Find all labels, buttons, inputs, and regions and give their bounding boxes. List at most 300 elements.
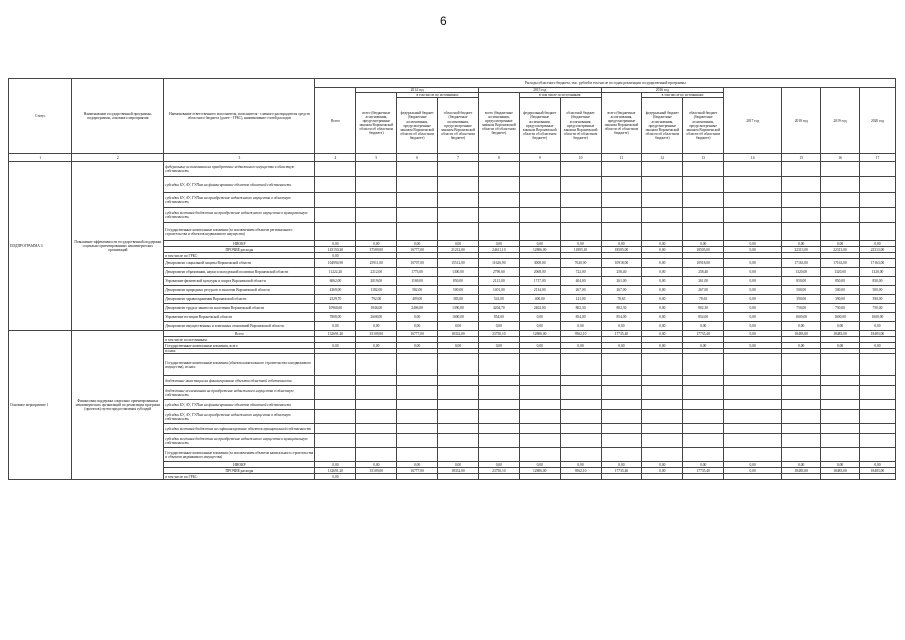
value-cell bbox=[601, 208, 642, 223]
value-cell bbox=[356, 424, 397, 434]
value-cell bbox=[397, 424, 438, 434]
value-cell bbox=[859, 410, 895, 424]
row-label: ПРОЧИЕ расходы bbox=[164, 247, 315, 253]
column-index: 2 bbox=[72, 154, 164, 162]
value-cell: 1600,00 bbox=[438, 313, 479, 322]
value-cell: 0,00 bbox=[821, 462, 860, 468]
row-label: Государственные капитальные вложения, всего bbox=[164, 343, 315, 349]
value-cell bbox=[560, 474, 601, 480]
value-cell: 22313,00 bbox=[782, 247, 821, 253]
value-cell: 7620,90 bbox=[560, 259, 601, 268]
value-cell: 500,00 bbox=[821, 286, 860, 295]
value-cell bbox=[356, 386, 397, 400]
value-cell: 18483,00 bbox=[821, 331, 860, 337]
value-cell: 22313,00 bbox=[821, 247, 860, 253]
value-cell: 850,00 bbox=[782, 277, 821, 286]
header-2018: 2018 год bbox=[782, 88, 821, 154]
row-label: в том числе по источникам: bbox=[164, 337, 315, 343]
value-cell: 17163,00 bbox=[782, 259, 821, 268]
value-cell bbox=[859, 193, 895, 208]
value-cell: 0,00 bbox=[438, 462, 479, 468]
value-cell: 18332,00 bbox=[438, 331, 479, 337]
value-cell bbox=[859, 208, 895, 223]
value-cell: 0,00 bbox=[782, 322, 821, 331]
value-cell bbox=[560, 193, 601, 208]
value-cell bbox=[560, 376, 601, 386]
value-cell bbox=[859, 474, 895, 480]
value-cell: 0,00 bbox=[315, 474, 356, 480]
value-cell: 0,00 bbox=[724, 268, 782, 277]
value-cell bbox=[315, 354, 356, 376]
value-cell: 261,00 bbox=[601, 277, 642, 286]
column-index: 7 bbox=[438, 154, 479, 162]
header-2020: 2020 год bbox=[859, 88, 895, 154]
value-cell: 1182,00 bbox=[356, 286, 397, 295]
value-cell: 383,00 bbox=[438, 295, 479, 304]
value-cell bbox=[724, 376, 782, 386]
value-cell bbox=[601, 424, 642, 434]
value-cell: 18483,00 bbox=[782, 331, 821, 337]
value-cell bbox=[782, 400, 821, 410]
column-index: 10 bbox=[560, 154, 601, 162]
value-cell: 0,00 bbox=[724, 343, 782, 349]
value-cell bbox=[397, 410, 438, 424]
value-cell bbox=[356, 177, 397, 193]
value-cell bbox=[859, 400, 895, 410]
value-cell bbox=[356, 354, 397, 376]
value-cell: 18483,00 bbox=[859, 331, 895, 337]
value-cell bbox=[683, 386, 724, 400]
header-2015-federal: федеральный бюджет (бюджетные ассигнования, предусмотренные законом Воронежской области об областном бюджете) bbox=[519, 98, 560, 154]
value-cell bbox=[356, 376, 397, 386]
value-cell: 23750,10 bbox=[478, 468, 519, 474]
value-cell bbox=[519, 448, 560, 462]
value-cell: 0,00 bbox=[642, 322, 683, 331]
value-cell: 0,00 bbox=[724, 286, 782, 295]
value-cell: 500,00 bbox=[782, 286, 821, 295]
value-cell: 18505,00 bbox=[601, 247, 642, 253]
value-cell: 0,00 bbox=[478, 322, 519, 331]
value-cell: 0,00 bbox=[642, 313, 683, 322]
value-cell bbox=[782, 193, 821, 208]
value-cell bbox=[724, 474, 782, 480]
value-cell: 854,00 bbox=[683, 313, 724, 322]
value-cell: 0,00 bbox=[560, 322, 601, 331]
row-label: субсидии БУ, АУ, ГУПам на финансирование объектов областной собственности bbox=[164, 400, 315, 410]
value-cell bbox=[642, 223, 683, 241]
value-cell bbox=[782, 386, 821, 400]
value-cell bbox=[315, 162, 356, 177]
row-label: субсидии местным бюджетам на приобретение недвижимого имущества в муниципальную собственность bbox=[164, 208, 315, 223]
value-cell: 390,00 bbox=[821, 295, 860, 304]
value-cell: 0,00 bbox=[397, 462, 438, 468]
value-cell bbox=[642, 354, 683, 376]
value-cell: 11805,10 bbox=[560, 247, 601, 253]
value-cell: 0,00 bbox=[724, 295, 782, 304]
row-label: Государственные капитальные вложения (за исключением объектов капитального строительства и объектов недвижимого имущества) bbox=[164, 448, 315, 462]
value-cell: 0,00 bbox=[519, 462, 560, 468]
value-cell: 0,00 bbox=[683, 462, 724, 468]
value-cell bbox=[642, 208, 683, 223]
value-cell bbox=[683, 400, 724, 410]
value-cell: 0,00 bbox=[601, 343, 642, 349]
value-cell bbox=[601, 223, 642, 241]
value-cell bbox=[519, 193, 560, 208]
value-cell bbox=[397, 223, 438, 241]
value-cell: 0,00 bbox=[601, 322, 642, 331]
value-cell: 1600,00 bbox=[782, 313, 821, 322]
row-label: бюджетные ассигнования на приобретение недвижимого имущества в областную собственность bbox=[164, 386, 315, 400]
value-cell bbox=[438, 400, 479, 410]
value-cell: 850,00 bbox=[859, 277, 895, 286]
value-cell bbox=[356, 208, 397, 223]
column-index-row bbox=[9, 154, 896, 162]
value-cell bbox=[438, 434, 479, 448]
value-cell: 2402,00 bbox=[519, 304, 560, 313]
row-label: Департамент природных ресурсов и экологии Воронежской области bbox=[164, 286, 315, 295]
value-cell bbox=[315, 410, 356, 424]
value-cell: 0,00 bbox=[724, 241, 782, 247]
header-2014-total: всего (бюджетные ассигнования, предусмотренные законом Воронежской области об областном бюджете) bbox=[356, 93, 397, 154]
value-cell bbox=[519, 177, 560, 193]
header-2015-total: всего (бюджетные ассигнования, предусмотренные законом Воронежской области об областном бюджете) bbox=[478, 93, 519, 154]
header-executor: Наименование ответственного исполнителя, исполнителя - главного распорядителя средств областного бюджета (далее - ГРБС), наименование статей расходов bbox=[164, 79, 315, 154]
value-cell bbox=[560, 386, 601, 400]
column-index: 9 bbox=[519, 154, 560, 162]
value-cell: 16777,00 bbox=[397, 247, 438, 253]
value-cell bbox=[821, 410, 860, 424]
value-cell: 0,00 bbox=[642, 462, 683, 468]
row-label: в том числе по ГРБС: bbox=[164, 253, 315, 259]
value-cell bbox=[519, 386, 560, 400]
value-cell: 0,00 bbox=[315, 343, 356, 349]
value-cell bbox=[478, 193, 519, 208]
value-cell bbox=[859, 386, 895, 400]
column-index: 3 bbox=[164, 154, 315, 162]
value-cell: 1320,00 bbox=[859, 268, 895, 277]
row-label: Государственные капитальные вложения (объекты капитального строительства и недвижимого имущества), из них: bbox=[164, 354, 315, 376]
value-cell bbox=[356, 448, 397, 462]
value-cell: 0,00 bbox=[356, 241, 397, 247]
value-cell bbox=[397, 354, 438, 376]
value-cell bbox=[560, 177, 601, 193]
value-cell: 1320,00 bbox=[821, 268, 860, 277]
value-cell bbox=[601, 434, 642, 448]
value-cell bbox=[560, 434, 601, 448]
value-cell bbox=[315, 193, 356, 208]
value-cell bbox=[478, 474, 519, 480]
value-cell bbox=[782, 177, 821, 193]
value-cell bbox=[601, 448, 642, 462]
value-cell: 0,00 bbox=[724, 313, 782, 322]
value-cell: 1773,00 bbox=[397, 268, 438, 277]
row-label: Департамент труда и занятости населения Воронежской области bbox=[164, 304, 315, 313]
value-cell bbox=[642, 410, 683, 424]
value-cell bbox=[438, 410, 479, 424]
value-cell bbox=[821, 162, 860, 177]
value-cell: 0,00 bbox=[519, 343, 560, 349]
value-cell bbox=[560, 208, 601, 223]
value-cell bbox=[821, 177, 860, 193]
value-cell bbox=[478, 410, 519, 424]
value-cell bbox=[560, 223, 601, 241]
value-cell bbox=[642, 448, 683, 462]
value-cell: 500,00 bbox=[859, 286, 895, 295]
value-cell: 802,30 bbox=[683, 304, 724, 313]
row-label: Департамент социальной защиты Воронежской области bbox=[164, 259, 315, 268]
value-cell: 2608,00 bbox=[356, 313, 397, 322]
value-cell bbox=[821, 386, 860, 400]
header-program: Наименование государственной программы, подпрограммы, основного мероприятия bbox=[72, 79, 164, 154]
value-cell bbox=[315, 376, 356, 386]
value-cell bbox=[782, 448, 821, 462]
value-cell bbox=[438, 208, 479, 223]
value-cell: 0,00 bbox=[642, 331, 683, 337]
value-cell bbox=[821, 424, 860, 434]
row-label: субсидии местным бюджетам на приобретение недвижимого имущества в муниципальную собственность bbox=[164, 434, 315, 448]
value-cell bbox=[438, 354, 479, 376]
value-cell bbox=[397, 193, 438, 208]
value-cell bbox=[683, 448, 724, 462]
value-cell: 850,00 bbox=[438, 277, 479, 286]
value-cell bbox=[601, 386, 642, 400]
value-cell bbox=[560, 162, 601, 177]
value-cell: 750,00 bbox=[821, 304, 860, 313]
value-cell bbox=[782, 434, 821, 448]
header-2019: 2019 год bbox=[821, 88, 860, 154]
value-cell: 25911,00 bbox=[356, 259, 397, 268]
value-cell bbox=[478, 376, 519, 386]
value-cell bbox=[519, 208, 560, 223]
column-index: 4 bbox=[315, 154, 356, 162]
value-cell: 0,00 bbox=[683, 241, 724, 247]
value-cell bbox=[642, 424, 683, 434]
value-cell: 21212,00 bbox=[438, 247, 479, 253]
value-cell: 0,00 bbox=[315, 241, 356, 247]
value-cell bbox=[859, 354, 895, 376]
value-cell: 10918,00 bbox=[683, 259, 724, 268]
value-cell bbox=[478, 400, 519, 410]
value-cell: 0,00 bbox=[683, 322, 724, 331]
value-cell bbox=[601, 474, 642, 480]
status-cell: ПОДПРОГРАММА 3 bbox=[9, 162, 72, 331]
column-index: 12 bbox=[642, 154, 683, 162]
value-cell: 145150,20 bbox=[315, 247, 356, 253]
value-cell bbox=[438, 177, 479, 193]
value-cell: 267,00 bbox=[683, 286, 724, 295]
header-2017: 2017 год bbox=[724, 88, 782, 154]
row-label: бюджетные инвестиции на финансирование объектов областной собственности bbox=[164, 376, 315, 386]
value-cell: 37509,00 bbox=[356, 247, 397, 253]
value-cell bbox=[782, 354, 821, 376]
value-cell: 0,00 bbox=[724, 259, 782, 268]
value-cell: 35109,00 bbox=[356, 331, 397, 337]
header-year-2014: 2014 год bbox=[356, 88, 479, 93]
value-cell: 4369,00 bbox=[315, 286, 356, 295]
value-cell: 267,00 bbox=[560, 286, 601, 295]
value-cell bbox=[683, 208, 724, 223]
value-cell: 22313,00 bbox=[859, 247, 895, 253]
row-label: в том числе по ГРБС: bbox=[164, 474, 315, 480]
value-cell: 0,00 bbox=[782, 462, 821, 468]
value-cell: 802,30 bbox=[560, 304, 601, 313]
value-cell: 850,00 bbox=[821, 277, 860, 286]
value-cell bbox=[683, 474, 724, 480]
value-cell: 1401,00 bbox=[478, 286, 519, 295]
row-label: федеральные ассигнования на приобретение недвижимого имущества в областную собственность bbox=[164, 162, 315, 177]
value-cell bbox=[782, 424, 821, 434]
header-2016-federal: федеральный бюджет (бюджетные ассигнования, предусмотренные законом Воронежской области об областном бюджете) bbox=[642, 98, 683, 154]
value-cell bbox=[683, 434, 724, 448]
value-cell: 1300,00 bbox=[438, 268, 479, 277]
value-cell: 78,65 bbox=[683, 295, 724, 304]
value-cell bbox=[356, 434, 397, 448]
value-cell bbox=[859, 448, 895, 462]
value-cell: 0,00 bbox=[821, 322, 860, 331]
value-cell: 854,00 bbox=[478, 313, 519, 322]
value-cell: 78,65 bbox=[601, 295, 642, 304]
value-cell bbox=[601, 162, 642, 177]
value-cell: 0,00 bbox=[478, 343, 519, 349]
value-cell: 0,00 bbox=[642, 247, 683, 253]
value-cell: 11626,90 bbox=[478, 259, 519, 268]
value-cell: 1169,00 bbox=[397, 277, 438, 286]
value-cell bbox=[315, 177, 356, 193]
value-cell: 0,00 bbox=[519, 241, 560, 247]
value-cell: 10707,00 bbox=[397, 259, 438, 268]
value-cell bbox=[356, 162, 397, 177]
row-label: НИОКР bbox=[164, 241, 315, 247]
header-2015-incl: в том числе по источникам: bbox=[519, 93, 601, 98]
column-index: 5 bbox=[356, 154, 397, 162]
value-cell bbox=[397, 474, 438, 480]
value-cell bbox=[821, 400, 860, 410]
column-index: 17 bbox=[859, 154, 895, 162]
value-cell bbox=[724, 386, 782, 400]
value-cell bbox=[821, 448, 860, 462]
column-index: 8 bbox=[478, 154, 519, 162]
value-cell bbox=[782, 376, 821, 386]
value-cell: 17735,40 bbox=[683, 331, 724, 337]
value-cell bbox=[560, 354, 601, 376]
value-cell: 0,00 bbox=[724, 247, 782, 253]
value-cell bbox=[642, 376, 683, 386]
value-cell: 9562,10 bbox=[560, 468, 601, 474]
value-cell: 0,00 bbox=[397, 241, 438, 247]
value-cell: 0,00 bbox=[859, 343, 895, 349]
value-cell: 9562,10 bbox=[560, 331, 601, 337]
value-cell: 792,00 bbox=[356, 295, 397, 304]
value-cell: 23750,10 bbox=[478, 331, 519, 337]
value-cell bbox=[821, 376, 860, 386]
value-cell bbox=[519, 162, 560, 177]
row-label: НИОКР bbox=[164, 462, 315, 468]
value-cell: 18483,00 bbox=[859, 468, 895, 474]
value-cell: 854,00 bbox=[601, 313, 642, 322]
header-2014-regional: областной бюджет (бюджетные ассигнования, предусмотренные законом Воронежской области об областном бюджете) bbox=[438, 98, 479, 154]
header-group-title: Расходы областного бюджета, тыс. рублей в том числе по годам реализации государственной программы bbox=[315, 79, 896, 88]
value-cell bbox=[478, 223, 519, 241]
value-cell bbox=[478, 162, 519, 177]
value-cell: 104994,90 bbox=[315, 259, 356, 268]
value-cell: 4204,70 bbox=[478, 304, 519, 313]
column-index: 14 bbox=[724, 154, 782, 162]
row-label: Департамент образования, науки и молодежной политики Воронежской области bbox=[164, 268, 315, 277]
value-cell bbox=[601, 376, 642, 386]
value-cell: 0,00 bbox=[560, 241, 601, 247]
value-cell: 12806,00 bbox=[519, 331, 560, 337]
value-cell bbox=[438, 376, 479, 386]
value-cell: 1846,00 bbox=[356, 304, 397, 313]
value-cell bbox=[315, 424, 356, 434]
value-cell bbox=[724, 410, 782, 424]
header-2016-regional: областной бюджет (бюджетные ассигнования, предусмотренные законом Воронежской области об областном бюджете) bbox=[683, 98, 724, 154]
row-label: субсидии БУ, АУ, ГУПам на приобретение недвижимого имущества в областную собственность bbox=[164, 193, 315, 208]
value-cell bbox=[519, 434, 560, 448]
value-cell bbox=[859, 223, 895, 241]
value-cell bbox=[642, 474, 683, 480]
value-cell: 0,00 bbox=[683, 343, 724, 349]
value-cell: 0,00 bbox=[478, 462, 519, 468]
value-cell: 10918,00 bbox=[601, 259, 642, 268]
value-cell: 582,00 bbox=[397, 286, 438, 295]
value-cell bbox=[478, 424, 519, 434]
program-cell: Повышение эффективности государственной поддержки социально ориентированных некоммерческих организаций bbox=[72, 162, 164, 331]
value-cell bbox=[821, 354, 860, 376]
value-cell bbox=[821, 193, 860, 208]
value-cell: 0,00 bbox=[642, 343, 683, 349]
value-cell: 2134,00 bbox=[519, 286, 560, 295]
value-cell: 722,00 bbox=[560, 268, 601, 277]
value-cell bbox=[601, 400, 642, 410]
value-cell bbox=[478, 386, 519, 400]
value-cell: 16777,00 bbox=[397, 331, 438, 337]
row-label: ПРОЧИЕ расходы bbox=[164, 468, 315, 474]
value-cell: 2068,00 bbox=[519, 268, 560, 277]
value-cell bbox=[397, 448, 438, 462]
value-cell: 18483,00 bbox=[821, 468, 860, 474]
value-cell bbox=[519, 400, 560, 410]
value-cell: 0,00 bbox=[724, 304, 782, 313]
value-cell bbox=[315, 223, 356, 241]
table-row bbox=[9, 162, 896, 177]
value-cell bbox=[642, 434, 683, 448]
value-cell bbox=[683, 354, 724, 376]
value-cell: 1600,00 bbox=[821, 313, 860, 322]
value-cell: 390,00 bbox=[859, 295, 895, 304]
column-index: 11 bbox=[601, 154, 642, 162]
value-cell: 0,00 bbox=[642, 286, 683, 295]
value-cell bbox=[315, 434, 356, 448]
value-cell: 2529,70 bbox=[315, 295, 356, 304]
value-cell bbox=[642, 162, 683, 177]
value-cell bbox=[859, 424, 895, 434]
value-cell bbox=[724, 162, 782, 177]
value-cell bbox=[478, 177, 519, 193]
value-cell bbox=[478, 448, 519, 462]
value-cell bbox=[438, 193, 479, 208]
value-cell bbox=[821, 434, 860, 448]
value-cell bbox=[356, 223, 397, 241]
value-cell bbox=[724, 208, 782, 223]
value-cell bbox=[683, 376, 724, 386]
header-total: Всего bbox=[315, 88, 356, 154]
value-cell bbox=[683, 162, 724, 177]
value-cell bbox=[642, 386, 683, 400]
value-cell: 0,00 bbox=[724, 277, 782, 286]
value-cell bbox=[782, 162, 821, 177]
header-2016-total: всего (бюджетные ассигнования, предусмотренные законом Воронежской области об областном бюджете) bbox=[601, 93, 642, 154]
